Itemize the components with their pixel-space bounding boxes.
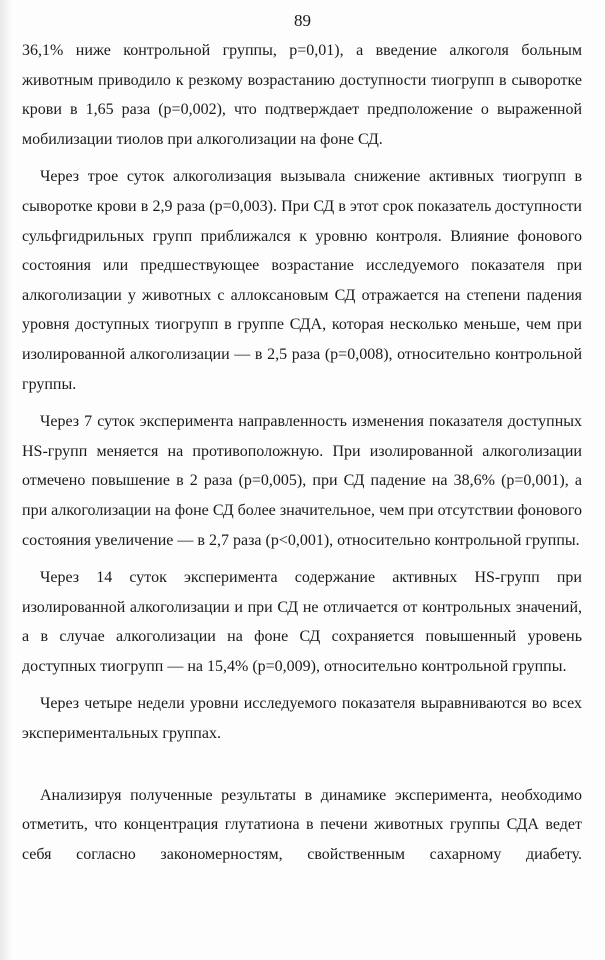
document-body [22,36,582,877]
page-number: 89 [294,11,311,30]
paragraph-continuation: 36,1% ниже контрольной группы, р=0,01), а введение алкоголя больным животным приводило к резкому возрастанию доступности тиогрупп в сыворотке крови в 1,65 раза (р=0,002), что подтверждает предположение о выраженной мобилизации тиолов при алкоголизации на фоне СД. [22,42,582,148]
paragraph-fourteen-days: Через 14 суток эксперимента содержание активных HS-групп при изолированной алкоголизации и при СД не отличается от контрольных значений, а в случае алкоголизации на фоне СД сохраняется повышенный уровень доступных тиогрупп — на 15,4% (р=0,009), относительно контрольной группы. [22,569,582,675]
paragraph-three-days: Через трое суток алкоголизация вызывала снижение активных тиогрупп в сыворотке крови в 2,9 раза (р=0,003). При СД в этот срок показатель доступности сульфгидрильных групп приближался к уровню контроля. Влияние фонового состояния или предшествующее возрастание исследуемого показателя при алкоголизации у животных с аллоксановым СД отражается на степени падения уровня доступных тиогрупп в группе СДА, которая несколько меньше, чем при изолированной алкоголизации — в 2,5 раза (р=0,008), относительно контрольной группы. [22,168,582,393]
paragraph-four-weeks: Через четыре недели уровни исследуемого показателя выравниваются во всех экспериментальных группах. [22,695,582,743]
paragraph-seven-days: Через 7 суток эксперимента направленность изменения показателя доступных HS-групп меняется на противоположную. При изолированной алкоголизации отмечено повышение в 2 раза (р=0,005), при СД падение на 38,6% (р=0,001), а при алкоголизации на фоне СД более значительное, чем при отсутствии фонового состояния увеличение — в 2,7 раза (р<0,001), относительно контрольной группы. [22,413,582,549]
paragraph-gap [22,757,582,781]
scan-edge-shadow [0,0,12,960]
paragraph-glutathione: Анализируя полученные результаты в динамике эксперимента, необходимо отметить, что концентрация глутатиона в печени животных группы СДА ведет себя согласно закономерностям, свойственным сахарному диабету. [22,786,582,863]
